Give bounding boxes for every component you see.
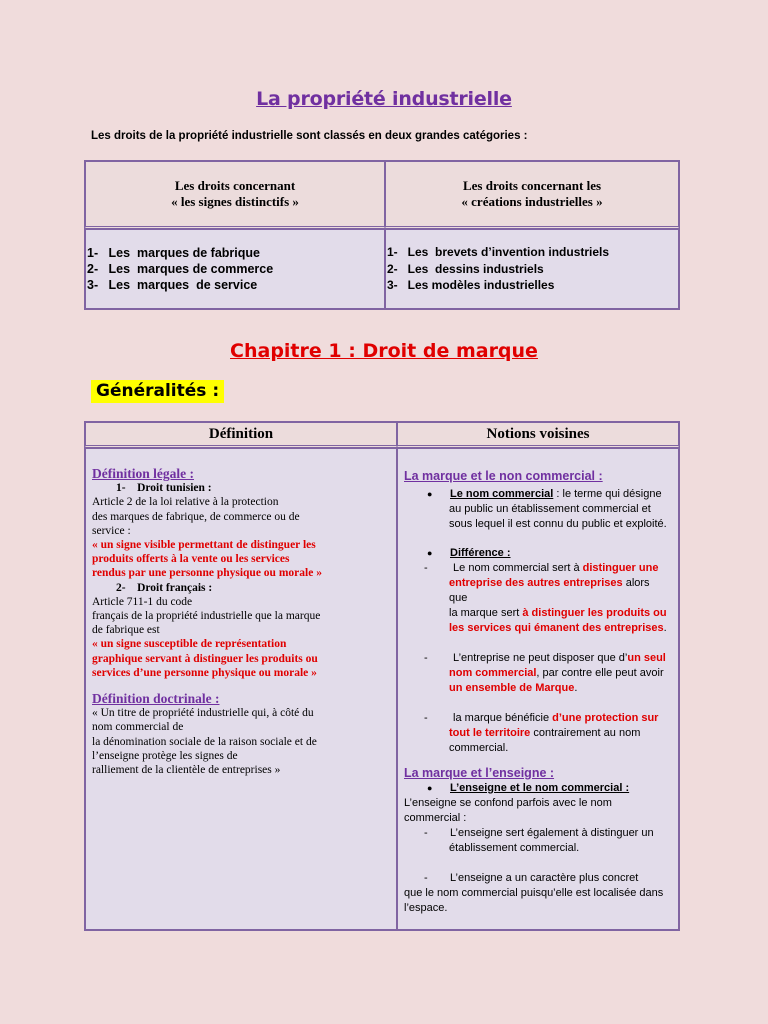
nom-commercial-label: Le nom commercial xyxy=(450,488,554,500)
signes-list xyxy=(87,245,383,293)
droit-tunisien-heading: 1- Droit tunisien : xyxy=(116,482,212,495)
quote-line: rendus par une personne physique ou morale » xyxy=(92,567,322,580)
quote-line: « un signe visible permettant de distinguer les xyxy=(92,539,316,552)
text-span: , par contre elle peut avoir xyxy=(536,667,664,679)
right-list-cell xyxy=(385,229,679,309)
text-span: L’entreprise ne peut disposer que d’ xyxy=(450,652,628,664)
text-line: nom commercial de xyxy=(92,721,184,734)
list-item: 1- Les marques de fabrique xyxy=(87,246,260,260)
right-header-line1: Les droits concernant les xyxy=(462,178,602,193)
col-notions-header: Notions voisines xyxy=(397,422,679,448)
bullet-icon: ● xyxy=(427,489,433,499)
quote-line: « un signe susceptible de représentation xyxy=(92,638,287,651)
text-line: français de la propriété industrielle que la marque xyxy=(92,610,321,623)
marque-enseigne-heading: La marque et l’enseigne : xyxy=(404,766,555,780)
droit-francais-heading: 2- Droit français : xyxy=(116,581,213,594)
left-header xyxy=(85,161,385,229)
text-line: « Un titre de propriété industrielle qui, à côté du xyxy=(92,707,314,720)
left-header-line1: Les droits concernant xyxy=(174,178,296,193)
text-span: la marque bénéficie xyxy=(450,712,553,724)
text-line: établissement commercial. xyxy=(449,842,580,854)
list-item: 2- Les marques de commerce xyxy=(87,262,274,276)
left-header-line2: « les signes distinctifs » xyxy=(171,194,299,209)
text-line: : le terme qui désigne xyxy=(553,488,662,500)
chapter-title: Chapitre 1 : Droit de marque xyxy=(230,340,538,362)
list-item: 2- Les dessins industriels xyxy=(387,261,544,276)
list-item: 1- Les brevets d’invention industriels xyxy=(387,245,610,260)
text-line: que le nom commercial puisqu’elle est localisée dans xyxy=(404,887,664,899)
text-span: alors que xyxy=(449,577,650,604)
text-line: commercial. xyxy=(449,742,509,754)
text-line: l’enseigne protège les signes de xyxy=(92,749,238,762)
left-list-cell xyxy=(85,229,385,309)
highlight-span: nom commercial xyxy=(449,667,537,679)
text-span: Le nom commercial sert à xyxy=(450,562,583,574)
list-item: 3- Les modèles industrielles xyxy=(387,278,555,293)
right-header-line2: « créations industrielles » xyxy=(461,194,603,209)
text-line: ralliement de la clientèle de entreprises » xyxy=(92,764,281,777)
text-span: L’enseigne sert également à distinguer un xyxy=(450,827,654,839)
highlight-span: entreprise des autres entreprises xyxy=(449,577,623,589)
highlight-span: un seul xyxy=(627,652,666,664)
def-legale-heading: Définition légale : xyxy=(92,466,194,481)
categories-table xyxy=(84,160,680,310)
highlight-span: les services qui émanent des entreprises xyxy=(449,622,664,634)
text-line: des marques de fabrique, de commerce ou de xyxy=(92,510,300,523)
highlight-span: un ensemble de Marque xyxy=(449,682,575,694)
col-definition-header: Définition xyxy=(85,422,397,448)
dash-icon: - xyxy=(424,712,428,724)
text-span: L’enseigne a un caractère plus concret xyxy=(450,872,639,884)
text-line: L’enseigne se confond parfois avec le nom xyxy=(404,797,612,809)
intro-text: Les droits de la propriété industrielle sont classés en deux grandes catégories : xyxy=(91,130,528,142)
dash-icon: - xyxy=(424,652,428,664)
text-span: . xyxy=(574,682,578,694)
text-line: la dénomination sociale de la raison sociale et de xyxy=(92,735,317,748)
marque-nom-commercial-heading: La marque et le non commercial : xyxy=(404,469,603,483)
highlight-span: distinguer une xyxy=(582,562,659,574)
text-line: au public un établissement commercial et xyxy=(449,503,651,515)
dash-icon: - xyxy=(424,827,428,839)
quote-line: graphique servant à distinguer les produits ou xyxy=(92,652,318,665)
highlight-span: à distinguer les produits ou xyxy=(522,607,667,619)
text-line: Article 711-1 du code xyxy=(92,595,193,608)
quote-line: produits offerts à la vente ou les services xyxy=(92,553,290,566)
text-line: sous lequel il est connu du public et exploité. xyxy=(449,518,667,530)
difference-label: Différence : xyxy=(450,547,511,559)
dash-icon: - xyxy=(424,562,428,574)
notions-cell xyxy=(397,448,679,930)
highlight-span: d’une protection sur xyxy=(552,712,659,724)
list-item: 3- Les marques de service xyxy=(87,278,258,292)
text-span: contrairement au nom xyxy=(530,727,641,739)
enseigne-label: L’enseigne et le nom commercial : xyxy=(450,782,630,794)
generalites-heading: Généralités : xyxy=(91,380,224,403)
def-doctrinale-heading: Définition doctrinale : xyxy=(92,691,220,707)
bullet-icon: ● xyxy=(427,783,433,793)
text-line: de fabrique est xyxy=(92,624,160,637)
text-line: commercial : xyxy=(404,812,467,824)
definition-cell xyxy=(85,448,397,930)
text-line: l’espace. xyxy=(404,902,448,914)
right-header xyxy=(385,161,679,229)
quote-line: services d’une personne physique ou morale » xyxy=(92,666,317,679)
creations-list xyxy=(387,244,677,294)
text-span: la marque sert xyxy=(449,607,523,619)
text-span: . xyxy=(663,622,667,634)
text-line: service : xyxy=(92,524,131,537)
bullet-icon: ● xyxy=(427,548,433,558)
dash-icon: - xyxy=(424,872,428,884)
page-title: La propriété industrielle xyxy=(256,88,512,110)
definition-table xyxy=(84,421,680,931)
text-line: Article 2 de la loi relative à la protection xyxy=(92,496,279,509)
highlight-span: tout le territoire xyxy=(449,727,531,739)
